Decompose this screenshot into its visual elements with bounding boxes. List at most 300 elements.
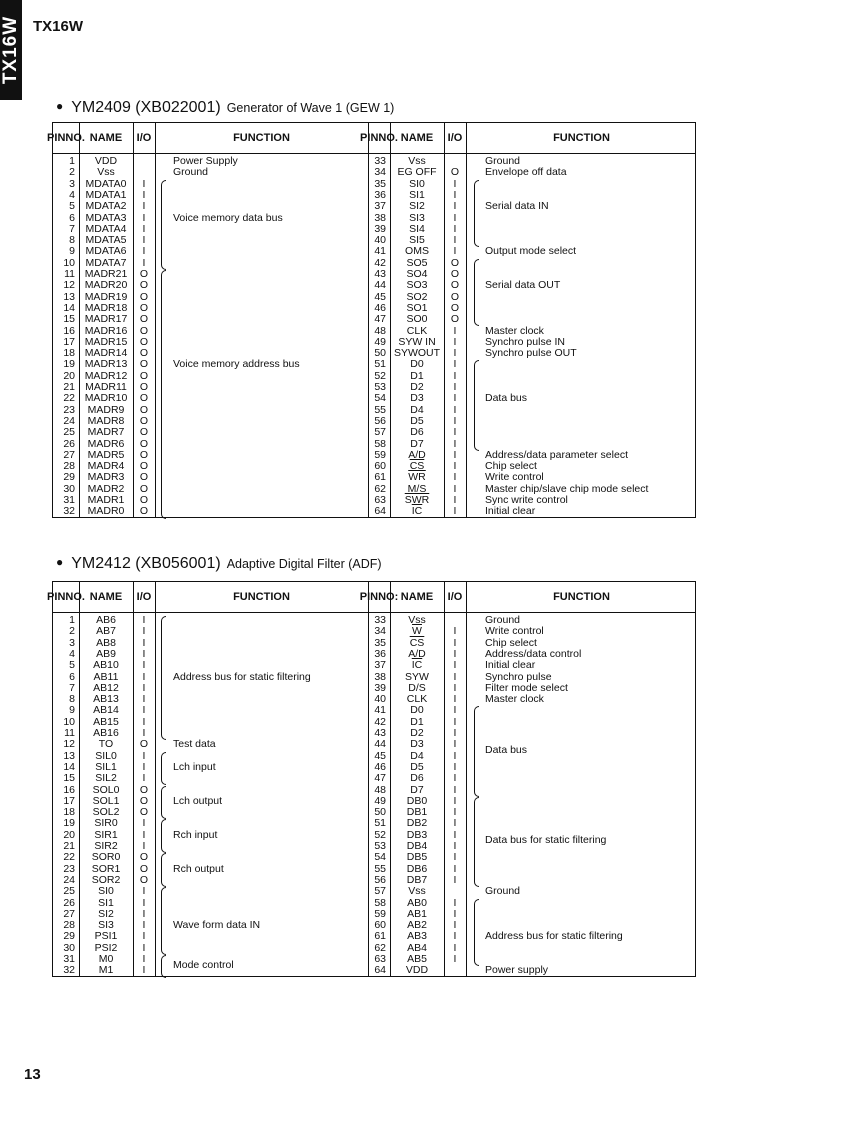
pin-number: 51: [374, 817, 386, 830]
group-brace: [161, 819, 166, 853]
function-label: Power Supply: [173, 155, 238, 167]
pin-number: 31: [63, 494, 75, 506]
header-function: FUNCTION: [233, 132, 290, 144]
pin-number: 41: [374, 704, 386, 717]
group-brace: [161, 786, 166, 820]
pin-name: MDATA5: [85, 234, 127, 247]
pin-number: 64: [374, 505, 386, 518]
pin-number: 62: [374, 482, 386, 495]
pin-number: 49: [374, 794, 386, 807]
pin-number: 28: [63, 919, 75, 932]
function-label: Mode control: [173, 958, 234, 971]
pin-number: 43: [374, 268, 386, 280]
pin-name: AB10: [93, 659, 119, 672]
function-label: Voice memory data bus: [173, 211, 283, 224]
header-name: NAME: [89, 132, 123, 144]
function-label: Write control: [485, 471, 544, 484]
group-brace: [161, 752, 166, 786]
pin-io: I: [453, 783, 457, 796]
pin-number: 27: [63, 907, 75, 920]
pin-name: D/S: [408, 681, 426, 694]
pin-name: SOR0: [91, 851, 121, 864]
function-label: Synchro pulse: [485, 670, 552, 683]
function-label: Initial clear: [485, 659, 536, 672]
pin-name: SIL0: [95, 749, 117, 762]
pin-name: MADR12: [84, 369, 128, 382]
pin-io: I: [142, 625, 146, 638]
pin-io: I: [142, 749, 146, 762]
pin-name: SOL2: [92, 806, 120, 819]
pin-number: 25: [63, 885, 75, 898]
pin-name: Vss: [408, 885, 426, 898]
pin-io: I: [453, 760, 457, 773]
pin-io: I: [453, 392, 457, 405]
pin-name: AB14: [93, 704, 119, 717]
pin-io: O: [450, 268, 460, 280]
pin-io: I: [453, 738, 457, 751]
pin-io: I: [142, 681, 146, 694]
pin-name: MADR17: [84, 313, 128, 326]
pin-number: 3: [69, 177, 75, 190]
pin-number: 30: [63, 482, 75, 495]
pin-io: I: [453, 715, 457, 728]
function-label: Initial clear: [485, 505, 536, 518]
pin-number: 16: [63, 324, 75, 337]
function-label: Address/data control: [485, 647, 582, 660]
pin-io: I: [142, 772, 146, 785]
group-brace: [161, 853, 166, 887]
pin-io: I: [453, 817, 457, 830]
pin-io: I: [453, 211, 457, 224]
side-tab: [0, 0, 22, 100]
pin-table-ym2409: [47, 122, 696, 518]
pin-number: 6: [69, 211, 75, 224]
pin-name: MDATA6: [85, 245, 127, 258]
function-label: Address bus for static filtering: [173, 670, 311, 683]
function-label: Address bus for static filtering: [485, 930, 623, 943]
pin-io: I: [453, 494, 457, 506]
pin-io: I: [453, 448, 457, 461]
header-no-label: NO.: [65, 591, 85, 603]
pin-name: D5: [410, 760, 424, 773]
pin-io: O: [139, 290, 149, 303]
pin-io: I: [142, 760, 146, 773]
pin-io: O: [450, 301, 460, 314]
pin-number: 21: [63, 840, 75, 852]
pin-number: 26: [63, 896, 75, 909]
pin-number: 44: [374, 738, 386, 751]
pin-name: DB0: [406, 794, 428, 807]
function-label: Filter mode select: [485, 681, 568, 694]
header-pin: [359, 582, 399, 612]
pin-name: MADR5: [87, 448, 125, 461]
column-divider: [155, 582, 156, 976]
pin-name: D4: [410, 403, 424, 416]
function-label: Master clock: [485, 693, 544, 706]
pin-number: 43: [374, 727, 386, 739]
pin-number: 50: [374, 806, 386, 819]
pin-io: O: [139, 324, 149, 337]
group-brace: [161, 180, 166, 270]
pin-name: M/S: [407, 482, 427, 495]
pin-name: AB9: [96, 647, 116, 660]
pin-number: 9: [69, 245, 75, 258]
pin-number: 7: [69, 222, 75, 235]
pin-number: 31: [63, 953, 75, 965]
pin-name: D0: [410, 358, 424, 371]
pin-name: CLK: [406, 693, 428, 706]
function-label: Write control: [485, 625, 544, 638]
pin-number: 53: [374, 381, 386, 393]
header-no-label: NO.: [65, 132, 85, 144]
pin-number: 55: [374, 862, 386, 875]
pin-io: I: [453, 335, 457, 348]
pin-name: D0: [410, 704, 424, 717]
header-no-label: NO:: [378, 591, 399, 603]
pin-io: I: [142, 817, 146, 830]
function-label: Wave form data IN: [173, 919, 261, 932]
pin-name: MDATA4: [85, 222, 127, 235]
pin-name: SO1: [406, 301, 428, 314]
pin-name: SI3: [409, 211, 425, 224]
pin-number: 61: [374, 471, 386, 484]
pin-io: I: [453, 245, 457, 258]
pin-name: MADR19: [84, 290, 128, 303]
pin-name: D4: [410, 749, 424, 762]
pin-number: 36: [374, 188, 386, 201]
pin-number: 2: [69, 625, 75, 638]
pin-io: O: [450, 279, 460, 292]
pin-number: 38: [374, 211, 386, 224]
pin-number: 26: [63, 437, 75, 450]
pin-io: I: [142, 211, 146, 224]
pin-io: I: [142, 715, 146, 728]
pin-name: AB0: [407, 896, 427, 909]
function-label: Data bus: [485, 743, 528, 756]
pin-name: MDATA0: [85, 177, 127, 190]
function-label: Test data: [173, 738, 216, 751]
pin-io: I: [453, 460, 457, 473]
pin-name: D3: [410, 738, 424, 751]
pin-number: 12: [63, 279, 75, 292]
pin-name: Vss: [408, 614, 426, 626]
pin-io: O: [139, 738, 149, 751]
pin-io: I: [453, 681, 457, 694]
header-pin: [360, 123, 398, 153]
pin-io: I: [142, 636, 146, 649]
model-title: TX16W: [33, 18, 84, 35]
group-brace: [474, 899, 479, 967]
function-label: Ground: [485, 614, 521, 626]
column-divider: [466, 582, 467, 976]
pin-number: 42: [374, 715, 386, 728]
pin-number: 42: [374, 256, 386, 269]
function-label: Master chip/slave chip mode select: [485, 482, 649, 495]
pin-io: O: [139, 794, 149, 807]
pin-io: I: [453, 749, 457, 762]
function-label: Voice memory address bus: [173, 358, 300, 371]
pin-io: O: [139, 381, 149, 393]
pin-number: 48: [374, 783, 386, 796]
pin-name: SO2: [406, 290, 428, 303]
pin-io: I: [142, 234, 146, 247]
pin-io: I: [453, 896, 457, 909]
pin-number: 19: [63, 817, 75, 830]
pin-io: I: [453, 828, 457, 841]
pin-number: 37: [374, 659, 386, 672]
pin-name: SI0: [409, 177, 425, 190]
header-pin-label: PIN: [47, 132, 66, 144]
pin-name: MDATA3: [85, 211, 127, 224]
function-label: Ground: [485, 885, 521, 898]
pin-number: 11: [64, 268, 75, 280]
pin-io: I: [453, 704, 457, 717]
pin-number: 46: [374, 760, 386, 773]
pin-number: 18: [63, 347, 75, 360]
pin-io: I: [453, 437, 457, 450]
pin-name: AB12: [93, 681, 119, 694]
pin-number: 40: [374, 693, 386, 706]
pin-number: 22: [63, 392, 75, 405]
pin-io: O: [139, 347, 149, 360]
pin-io: O: [139, 482, 149, 495]
pin-io: I: [142, 930, 146, 943]
pin-name: D7: [410, 437, 424, 450]
pin-number: 29: [63, 930, 75, 943]
pin-name: MADR2: [87, 482, 125, 495]
pin-number: 62: [374, 941, 386, 954]
pin-number: 17: [63, 335, 75, 348]
header-io: I/O: [136, 132, 152, 144]
pin-number: 3: [69, 636, 75, 649]
pin-name: $\overline{CS}$: [409, 636, 425, 649]
pin-number: 35: [374, 636, 386, 649]
pin-name: MADR13: [84, 358, 128, 371]
pin-name: SI2: [409, 200, 425, 213]
pin-number: 19: [63, 358, 75, 371]
pin-number: 40: [374, 234, 386, 247]
pin-name: SIR2: [94, 840, 118, 852]
pin-io: I: [453, 636, 457, 649]
pin-name: VDD: [94, 155, 118, 167]
pin-name: $\overline{IC}$: [411, 505, 423, 518]
pin-io: O: [139, 806, 149, 819]
pin-name: $\overline{SWR}$: [404, 494, 430, 506]
function-label: Ground: [173, 166, 209, 179]
pin-name: MADR15: [84, 335, 128, 348]
pin-io: O: [450, 256, 460, 269]
pin-name: MADR3: [87, 471, 125, 484]
pin-io: I: [142, 704, 146, 717]
function-label: Data bus for static filtering: [485, 834, 607, 847]
pin-name: MADR14: [84, 347, 128, 360]
pin-number: 56: [374, 414, 386, 427]
function-label: Synchro pulse OUT: [485, 347, 577, 360]
pin-number: 46: [374, 301, 386, 314]
pin-number: 37: [374, 200, 386, 213]
pin-number: 20: [63, 828, 75, 841]
pin-name: AB4: [407, 941, 427, 954]
pin-io: I: [453, 693, 457, 706]
pin-name: D1: [410, 369, 424, 382]
header-name: NAME: [400, 591, 434, 603]
pin-io: I: [142, 659, 146, 672]
pin-name: MADR20: [84, 279, 128, 292]
pin-io: I: [142, 919, 146, 932]
pin-io: I: [453, 625, 457, 638]
pin-number: 15: [63, 772, 75, 785]
pin-number: 34: [374, 166, 386, 179]
pin-number: 59: [374, 448, 386, 461]
pin-name: SI1: [98, 896, 114, 909]
pin-number: 30: [63, 941, 75, 954]
function-label: Data bus: [485, 392, 528, 405]
function-label: Power supply: [485, 964, 549, 977]
pin-name: M0: [98, 953, 114, 965]
pin-name: AB5: [407, 953, 427, 965]
pin-io: I: [142, 222, 146, 235]
pin-number: 56: [374, 873, 386, 886]
pin-number: 55: [374, 403, 386, 416]
pin-number: 54: [374, 392, 386, 405]
pin-io: I: [453, 953, 457, 965]
function-label: Lch input: [173, 760, 216, 773]
pin-io: I: [453, 369, 457, 382]
pin-io: I: [142, 256, 146, 269]
pin-name: VDD: [405, 964, 429, 977]
pin-number: 8: [69, 234, 75, 247]
pin-name: D6: [410, 772, 424, 785]
pin-io: O: [139, 783, 149, 796]
pin-number: 57: [374, 885, 386, 898]
pin-io: I: [453, 358, 457, 371]
pin-number: 45: [374, 749, 386, 762]
pin-io: I: [142, 953, 146, 965]
pin-number: 14: [63, 301, 75, 314]
pin-io: I: [453, 234, 457, 247]
pin-io: I: [453, 505, 457, 518]
pin-name: MDATA7: [85, 256, 127, 269]
pin-io: O: [139, 268, 149, 280]
pin-name: SO5: [406, 256, 428, 269]
pin-name: PSI2: [94, 941, 118, 954]
pin-io: I: [453, 647, 457, 660]
pin-number: 57: [374, 426, 386, 439]
pin-number: 5: [69, 200, 75, 213]
pin-number: 23: [63, 403, 75, 416]
pin-name: AB11: [93, 670, 119, 683]
pin-io: O: [139, 335, 149, 348]
pin-io: I: [142, 828, 146, 841]
pin-number: 63: [374, 953, 386, 965]
column-divider: [466, 123, 467, 517]
pin-number: 48: [374, 324, 386, 337]
pin-name: OMS: [405, 245, 429, 258]
pin-io: I: [453, 471, 457, 484]
pin-number: 11: [64, 727, 75, 739]
pin-io: O: [139, 851, 149, 864]
pin-io: I: [142, 727, 146, 739]
section-1-title: ● YM2409 (XB022001) Generator of Wave 1 (GEW 1): [56, 99, 395, 116]
group-brace: [474, 706, 479, 796]
header-pin-label: PIN: [47, 591, 66, 603]
pin-number: 49: [374, 335, 386, 348]
pin-name: MDATA1: [85, 188, 127, 201]
pin-number: 1: [69, 155, 75, 167]
group-brace: [474, 180, 479, 248]
pin-number: 14: [63, 760, 75, 773]
pin-name: SI4: [409, 222, 425, 235]
function-label: Chip select: [485, 636, 537, 649]
pin-name: SI3: [98, 919, 114, 932]
pin-io: I: [453, 659, 457, 672]
pin-name: MADR0: [87, 505, 125, 518]
function-label: Rch output: [173, 862, 224, 875]
header-pin-label: PIN: [359, 591, 379, 603]
group-brace: [161, 616, 166, 740]
function-label: Master clock: [485, 324, 544, 337]
pin-name: SYW: [405, 670, 429, 683]
header-name: NAME: [89, 591, 123, 603]
pin-io: O: [139, 494, 149, 506]
pin-name: $\overline{WR}$: [408, 471, 426, 484]
function-label: Chip select: [485, 460, 537, 473]
pin-name: SIR1: [94, 828, 118, 841]
pin-number: 63: [374, 494, 386, 506]
header-io: I/O: [447, 591, 463, 603]
column-divider: [155, 123, 156, 517]
pin-number: 15: [63, 313, 75, 326]
pin-name: SOR2: [91, 873, 121, 886]
pin-number: 52: [374, 828, 386, 841]
pin-name: SI1: [409, 188, 425, 201]
function-label: Lch output: [173, 794, 223, 807]
pin-io: O: [450, 166, 460, 179]
pin-name: MADR8: [87, 414, 125, 427]
pin-name: DB3: [406, 828, 428, 841]
pin-io: I: [453, 873, 457, 886]
pin-name: AB2: [407, 919, 427, 932]
pin-number: 1: [69, 614, 75, 626]
pin-name: SIL1: [95, 760, 117, 773]
pin-name: MADR21: [84, 268, 128, 280]
pin-number: 24: [63, 414, 75, 427]
pin-number: 50: [374, 347, 386, 360]
pin-number: 20: [63, 369, 75, 382]
pin-io: I: [453, 727, 457, 739]
pin-io: I: [453, 772, 457, 785]
pin-io: I: [453, 188, 457, 201]
pin-name: AB7: [96, 625, 116, 638]
function-label: Synchro pulse IN: [485, 335, 565, 348]
pin-name: MADR4: [87, 460, 125, 473]
pin-io: O: [139, 358, 149, 371]
pin-number: 27: [63, 448, 75, 461]
pin-name: D2: [410, 727, 424, 739]
page-number: 13: [24, 1066, 41, 1083]
pin-number: 58: [374, 437, 386, 450]
pin-number: 13: [63, 290, 75, 303]
pin-name: EG OFF: [397, 166, 437, 179]
pin-io: O: [139, 873, 149, 886]
pin-number: 4: [69, 647, 75, 660]
function-label: Serial data OUT: [485, 279, 561, 292]
pin-number: 21: [63, 381, 75, 393]
pin-io: I: [142, 188, 146, 201]
pin-name: D6: [410, 426, 424, 439]
pin-name: SI0: [98, 885, 114, 898]
pin-name: SO3: [406, 279, 428, 292]
